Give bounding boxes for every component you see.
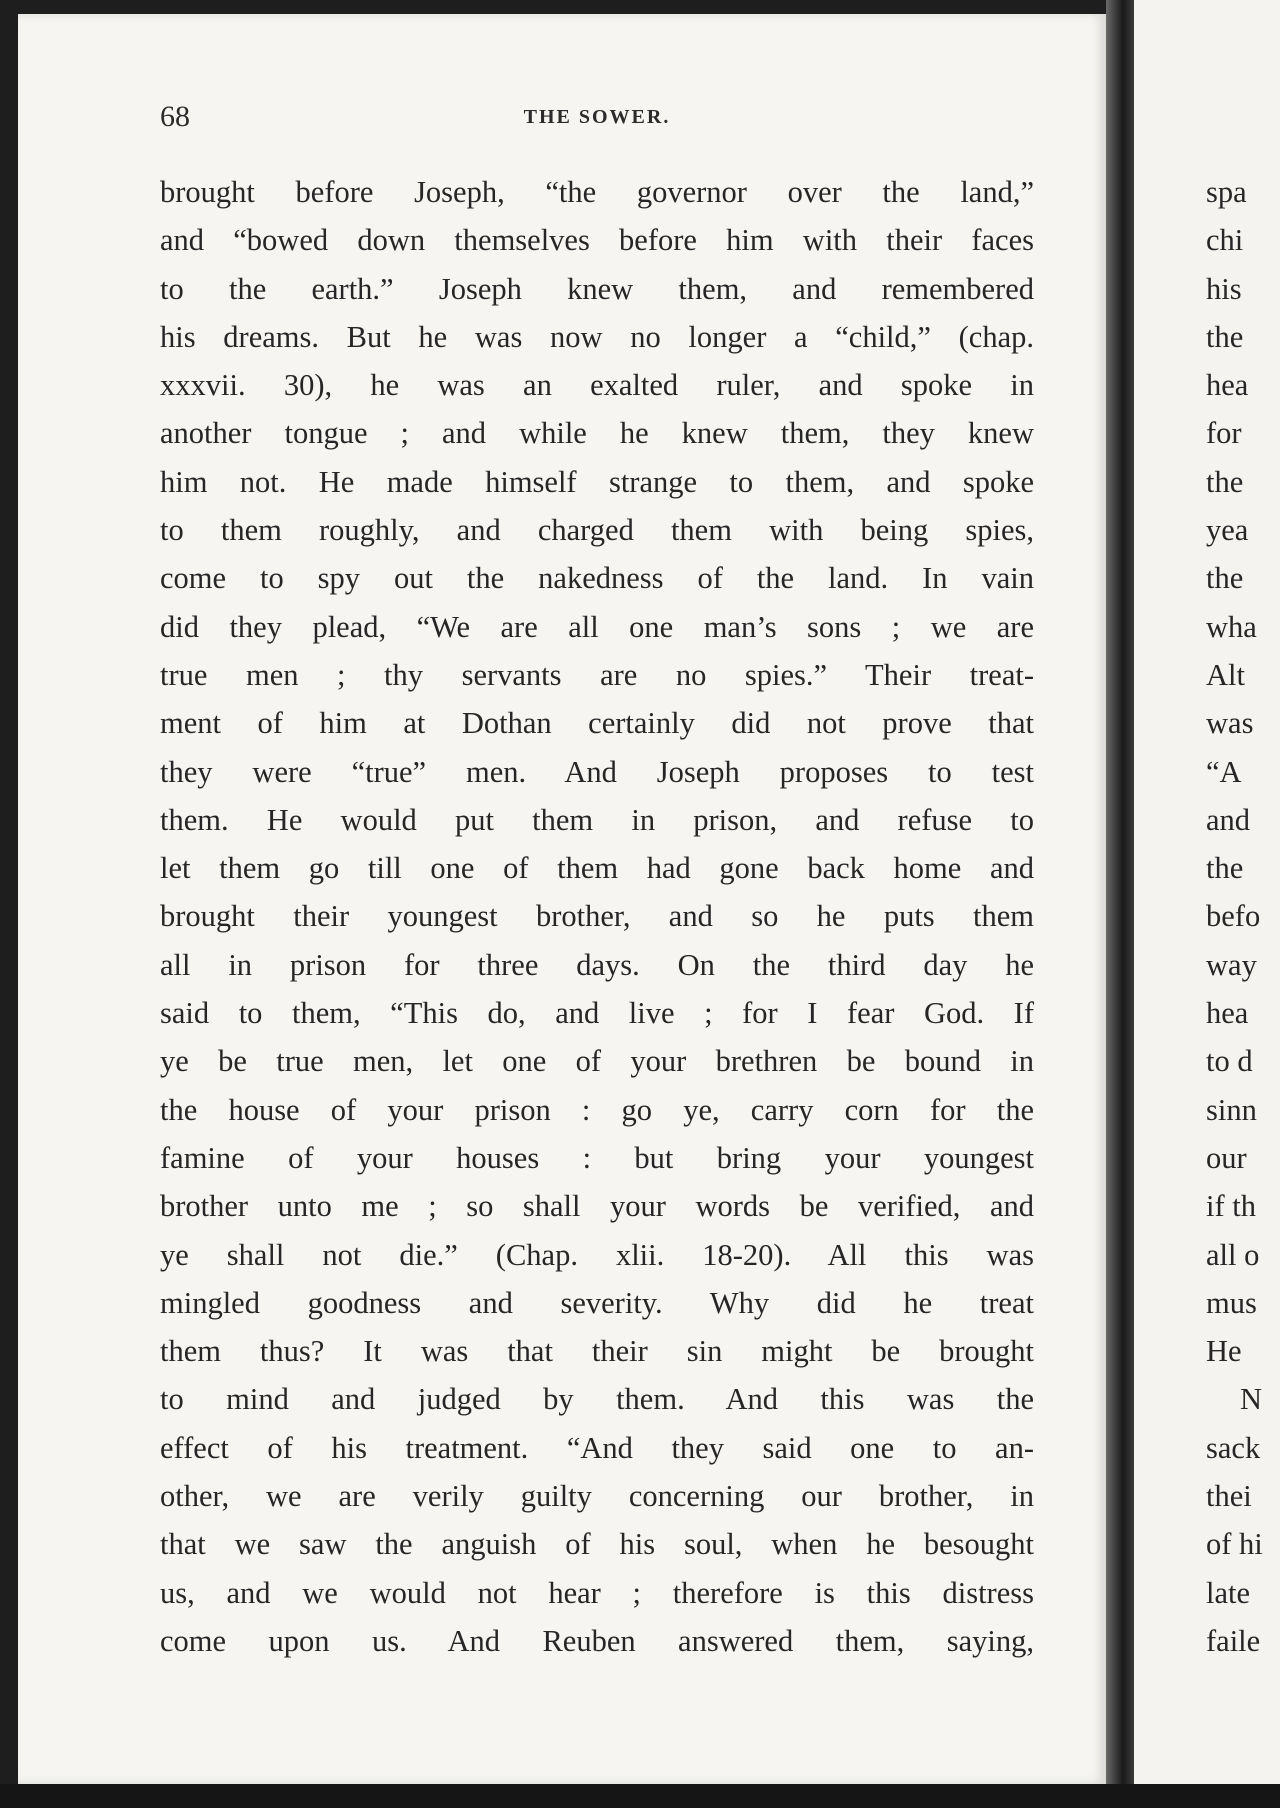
facing-line: his <box>1206 271 1242 306</box>
facing-line: N <box>1240 1382 1263 1417</box>
text-line: another tongue ; and while he knew them, they knew <box>160 416 1034 451</box>
facing-line: spa <box>1206 175 1247 209</box>
text-line: all in prison for three days. On the third day he <box>160 947 1034 982</box>
facing-line: the <box>1206 561 1244 596</box>
facing-line: sack <box>1206 1430 1261 1465</box>
facing-line: He <box>1206 1334 1242 1369</box>
text-line: him not. He made himself strange to them, and spoke <box>160 464 1034 499</box>
running-head: THE SOWER. <box>523 106 671 128</box>
text-line: effect of his treatment. “And they said one to an- <box>160 1430 1034 1465</box>
facing-line: befo <box>1206 899 1261 934</box>
text-line: to the earth.” Joseph knew them, and remembered <box>160 271 1034 306</box>
text-line: to them roughly, and charged them with being spies, <box>160 513 1034 548</box>
text-line: xxxvii. 30), he was an exalted ruler, and spoke in <box>160 368 1034 403</box>
text-line: did they plead, “We are all one man’s sons ; we are <box>160 609 1034 644</box>
facing-line: the <box>1206 319 1244 354</box>
facing-line: all o <box>1206 1237 1260 1272</box>
facing-line: to d <box>1206 1044 1253 1079</box>
text-line: his dreams. But he was now no longer a “child,” (chap. <box>160 319 1034 354</box>
facing-line: late <box>1206 1575 1251 1610</box>
facing-line: wha <box>1206 609 1257 644</box>
facing-line: the <box>1206 851 1244 886</box>
text-line: mingled goodness and severity. Why did he treat <box>160 1285 1034 1320</box>
facing-line: way <box>1206 947 1257 982</box>
facing-line: was <box>1206 706 1254 741</box>
facing-line: sinn <box>1206 1092 1257 1127</box>
facing-page-text <box>1206 168 1280 1665</box>
page-number: 68 <box>160 100 190 133</box>
text-line: famine of your houses : but bring your youngest <box>160 1140 1034 1175</box>
facing-line: chi <box>1206 223 1244 258</box>
facing-line: hea <box>1206 368 1249 403</box>
book-gutter <box>1106 0 1134 1808</box>
facing-line: for <box>1206 416 1242 451</box>
facing-line: thei <box>1206 1479 1252 1514</box>
text-line: that we saw the anguish of his soul, when he besought <box>160 1527 1034 1562</box>
facing-line: Alt <box>1206 657 1245 692</box>
text-line: us, and we would not hear ; therefore is this distress <box>160 1575 1034 1610</box>
text-line: them thus? It was that their sin might be brought <box>160 1334 1034 1369</box>
text-line: ment of him at Dothan certainly did not prove that <box>160 706 1034 741</box>
text-line: true men ; thy servants are no spies.” Their treat- <box>160 657 1034 692</box>
text-line: other, we are verily guilty concerning our brother, in <box>160 1479 1034 1514</box>
facing-line: our <box>1206 1140 1247 1175</box>
facing-line: the <box>1206 464 1244 499</box>
body-text <box>160 168 1034 1665</box>
text-line: brother unto me ; so shall your words be verified, and <box>160 1189 1034 1224</box>
text-line: ye shall not die.” (Chap. xlii. 18-20). All this was <box>160 1237 1034 1272</box>
text-line: and “bowed down themselves before him with their faces <box>160 223 1034 258</box>
text-line: the house of your prison : go ye, carry corn for the <box>160 1092 1034 1127</box>
facing-line: if th <box>1206 1189 1256 1224</box>
facing-line: and <box>1206 802 1251 837</box>
text-line: brought before Joseph, “the governor over the land,” <box>160 175 1034 209</box>
facing-line: “A <box>1206 754 1242 789</box>
facing-line: hea <box>1206 996 1249 1031</box>
text-line: come to spy out the nakedness of the land. In vain <box>160 561 1034 596</box>
text-line: they were “true” men. And Joseph proposes to test <box>160 754 1034 789</box>
facing-line: faile <box>1206 1623 1261 1658</box>
facing-line: mus <box>1206 1285 1257 1320</box>
text-line: come upon us. And Reuben answered them, saying, <box>160 1623 1034 1658</box>
page-header <box>160 100 1034 140</box>
text-line: said to them, “This do, and live ; for I fear God. If <box>160 996 1034 1031</box>
facing-line: of hi <box>1206 1527 1263 1562</box>
text-line: to mind and judged by them. And this was the <box>160 1382 1034 1417</box>
text-line: ye be true men, let one of your brethren be bound in <box>160 1044 1034 1079</box>
text-line: let them go till one of them had gone back home and <box>160 851 1034 886</box>
scan-bottom-edge <box>0 1784 1280 1808</box>
text-line: brought their youngest brother, and so he puts them <box>160 899 1034 934</box>
text-line: them. He would put them in prison, and refuse to <box>160 802 1034 837</box>
facing-line: yea <box>1206 513 1249 548</box>
